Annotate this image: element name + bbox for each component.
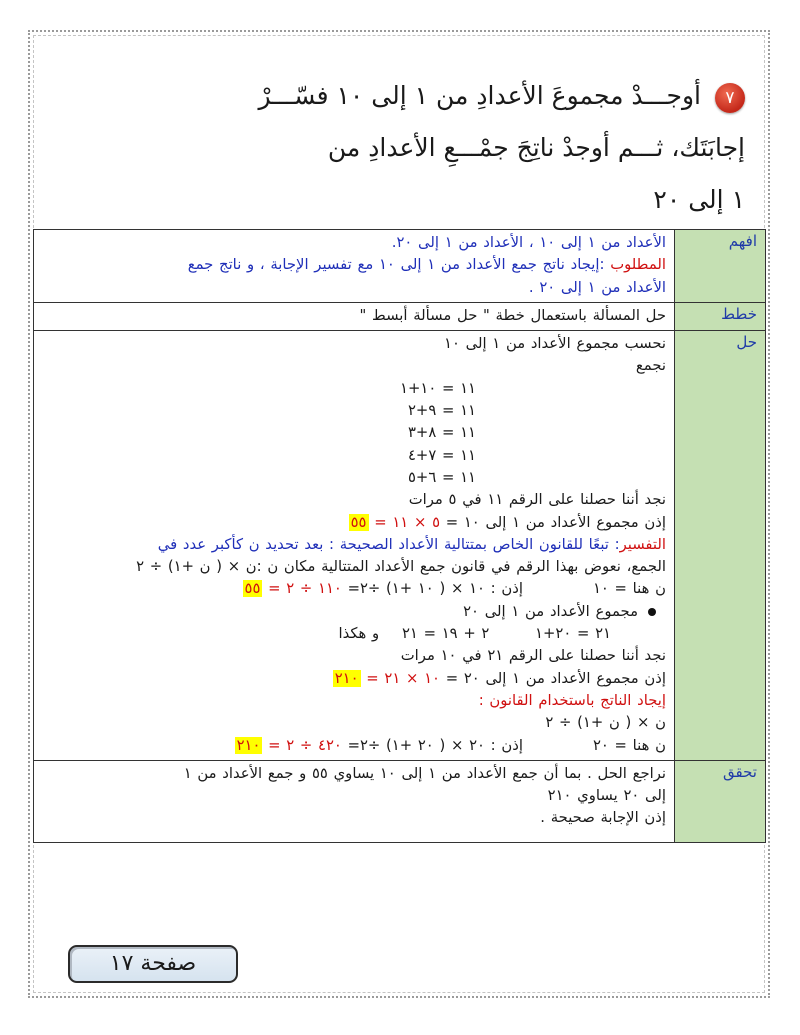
result-20-calc: ١٠ × ٢١ =	[366, 669, 441, 687]
result-10-calc: ٥ × ١١ =	[374, 513, 441, 531]
result-10-value: ٥٥	[350, 513, 367, 531]
sum-line-3: ١١ = ٨+٣	[407, 424, 476, 442]
interpretation-text-2: الجمع، نعوض بهذا الرقم في قانون جمع الأعداد المتتالية مكان ن :ن × ( ن +١) ÷ ٢	[136, 558, 666, 576]
row-solve	[34, 331, 766, 761]
formula-apply-20-line	[40, 735, 666, 757]
then-10-value: ٥٥	[244, 580, 261, 598]
result-10-prefix: إذن مجموع الأعداد من ١ إلى ١٠ =	[445, 513, 666, 531]
row-check	[34, 760, 766, 842]
formula-label: إيجاد الناتج باستخدام القانون :	[478, 691, 666, 709]
sum-line-4: ١١ = ٧+٤	[407, 446, 476, 464]
problem-statement	[60, 70, 745, 226]
plan-text: حل المسألة باستعمال خطة " حل مسألة أبسط "	[34, 302, 675, 330]
sum-line-2: ١١ = ٩+٢	[407, 402, 476, 420]
check-line-3: إذن الإجابة صحيحة .	[540, 809, 666, 827]
check-line-2: إلى ٢٠ يساوي ٢١٠	[547, 787, 666, 805]
interpretation-label: التفسير	[619, 535, 666, 553]
formula-text: ن × ( ن +١) ÷ ٢	[545, 714, 666, 732]
problem-line-3: ١ إلى ٢٠	[653, 185, 745, 214]
label-plan: خطط	[675, 302, 766, 330]
interpretation-text: : تبعًا للقانون الخاص بمتتالية الأعداد الصحيحة : بعد تحديد ن كأكبر عدد في	[157, 535, 620, 553]
n-here-10: ن هنا = ١٠	[592, 580, 666, 598]
problem-number-badge: ٧	[715, 83, 745, 113]
label-check: تحقق	[675, 760, 766, 842]
then-20-calc: ٤٢٠ ÷ ٢ =	[268, 736, 342, 754]
content-check	[34, 760, 675, 842]
content-understand	[34, 230, 675, 303]
row-plan	[34, 302, 766, 330]
sums-20-line: ٢١ = ٢٠+١ ٢ + ١٩ = ٢١ و هكذا	[338, 625, 611, 643]
solution-plan-table	[33, 229, 766, 843]
bullet-sum-text: مجموع الأعداد من ١ إلى ٢٠	[463, 602, 638, 620]
problem-line-2: إجابَتَك، ثـــم أوجدْ ناتِجَ جمْـــعِ الأعدادِ من	[327, 133, 745, 162]
page-number-label: صفحة ١٧	[68, 945, 238, 983]
problem-line-1	[60, 70, 745, 122]
solve-add: نجمع	[635, 357, 666, 375]
bullet-sum-20	[40, 601, 666, 623]
row-understand	[34, 230, 766, 303]
required-text-2: الأعداد من ١ إلى ٢٠ .	[528, 278, 666, 296]
then-20-prefix: إذن : ٢٠ × ( ٢٠ +١) ÷٢=	[347, 736, 523, 754]
result-20-line	[40, 668, 666, 690]
formula-apply-10-line	[40, 578, 666, 600]
content-solve	[34, 331, 675, 761]
required-label: المطلوب	[610, 256, 666, 274]
problem-text-1: أوجـــدْ مجموعَ الأعدادِ من ١ إلى ١٠ فسّـــرْ	[258, 81, 701, 110]
sum-line-1: ١١ = ١٠+١	[400, 379, 476, 397]
required-line	[40, 254, 666, 276]
solve-intro: نحسب مجموع الأعداد من ١ إلى ١٠	[444, 335, 666, 353]
found-20-text: نجد أننا حصلنا على الرقم ٢١ في ١٠ مرات	[400, 647, 666, 665]
required-text: :إيجاد ناتج جمع الأعداد من ١ إلى ١٠ مع تفسير الإجابة ، و ناتج جمع	[187, 256, 605, 274]
interpretation-line	[40, 534, 666, 556]
result-20-value: ٢١٠	[334, 669, 359, 687]
n-here-20: ن هنا = ٢٠	[592, 736, 666, 754]
check-line-1: نراجع الحل . بما أن جمع الأعداد من ١ إلى ١٠ يساوي ٥٥ و جمع الأعداد من ١	[183, 764, 666, 782]
given-text: الأعداد من ١ إلى ١٠ ، الأعداد من ١ إلى ٢٠.	[391, 234, 666, 251]
then-10-calc: ١١٠ ÷ ٢ =	[268, 580, 342, 598]
result-10-line	[40, 512, 666, 534]
label-solve: حل	[675, 331, 766, 761]
then-20-value: ٢١٠	[236, 736, 261, 754]
result-20-prefix: إذن مجموع الأعداد من ١ إلى ٢٠ =	[445, 669, 666, 687]
then-10-prefix: إذن : ١٠ × ( ١٠ +١) ÷٢=	[347, 580, 523, 598]
bullet-icon	[648, 608, 656, 616]
sum-line-5: ١١ = ٦+٥	[407, 468, 476, 486]
found-text: نجد أننا حصلنا على الرقم ١١ في ٥ مرات	[408, 491, 666, 509]
label-understand: افهم	[675, 230, 766, 303]
